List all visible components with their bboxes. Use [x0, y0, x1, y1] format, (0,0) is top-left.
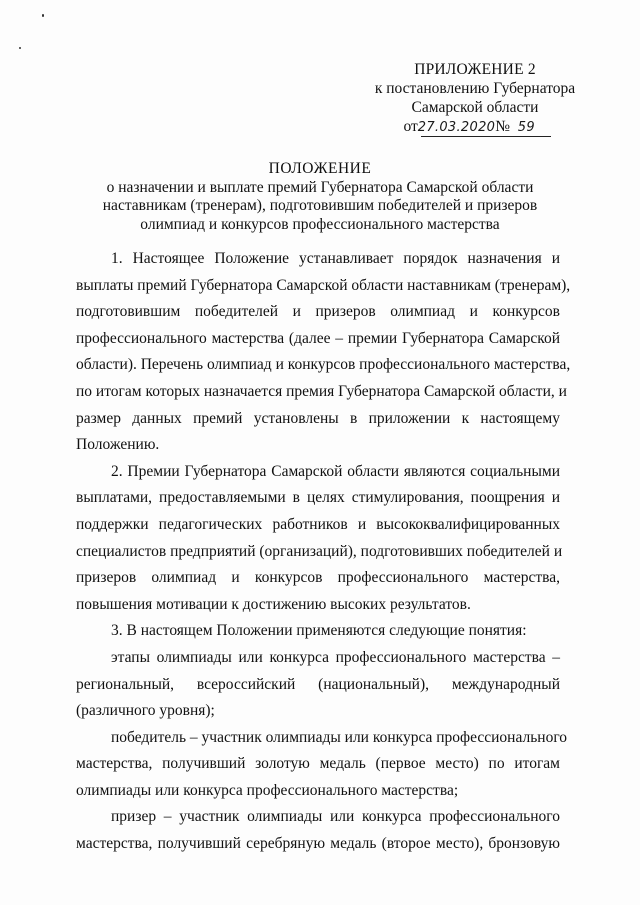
number-label: №: [495, 118, 511, 135]
scan-speck: [42, 14, 44, 17]
document-subtitle-line: наставникам (тренерам), подготовившим победителей и призеров: [102, 197, 538, 214]
body-line: по итогам которых назначается премия Губернатора Самарской области, и: [76, 382, 567, 400]
appendix-date-number-line: [360, 117, 590, 137]
body-line: размер данных премий установлены в приложении к настоящему: [76, 409, 560, 427]
body-line: Положению.: [76, 436, 160, 454]
body-line: призеров олимпиад и конкурсов профессионального мастерства,: [76, 569, 560, 587]
scan-speck: [19, 47, 21, 49]
document-heading: ПОЛОЖЕНИЕ: [268, 160, 372, 177]
body-line: выплатами, предоставляемыми в целях стимулирования, поощрения и: [76, 489, 560, 507]
appendix-region-line: Самарской области: [411, 99, 539, 116]
appendix-title: ПРИЛОЖЕНИЕ 2: [414, 61, 536, 78]
document-subtitle-line: олимпиад и конкурсов профессионального мастерства: [140, 215, 500, 233]
appendix-resolution-line: к постановлению Губернатора: [374, 80, 576, 97]
body-line: 3. В настоящем Положении применяются следующие понятия:: [111, 622, 527, 640]
body-line: победитель – участник олимпиады или конкурса профессионального: [111, 728, 568, 746]
body-line: (различного уровня);: [76, 702, 215, 720]
body-line: повышения мотивации к достижению высоких результатов.: [76, 595, 471, 613]
body-line: этапы олимпиады или конкурса профессионального мастерства –: [111, 648, 560, 666]
body-line: мастерства, получивший золотую медаль (первое место) по итогам: [76, 755, 560, 773]
body-line: олимпиады или конкурса профессионального мастерства;: [76, 781, 459, 799]
body-line: 1. Настоящее Положение устанавливает порядок назначения и: [111, 250, 560, 267]
appendix-header: [360, 60, 590, 137]
document-subtitle-line: о назначении и выплате премий Губернатора Самарской области: [106, 178, 534, 196]
body-line: призер – участник олимпиады или конкурса профессионального: [111, 808, 560, 826]
handwritten-number: 59: [517, 120, 535, 135]
handwritten-date: 27.03.2020: [417, 120, 496, 135]
date-underline: [421, 136, 550, 138]
body-line: поддержки педагогических работников и высококвалифицированных: [76, 515, 560, 533]
body-line: 2. Премии Губернатора Самарской области являются социальными: [111, 462, 560, 480]
body-line: мастерства, получивший серебряную медаль (второе место), бронзовую: [76, 835, 560, 853]
body-line: выплаты премий Губернатора Самарской области наставникам (тренерам),: [76, 276, 571, 294]
document-title-block: [60, 160, 580, 234]
from-label: от: [403, 118, 418, 135]
body-line: области). Перечень олимпиад и конкурсов профессионального мастерства,: [76, 356, 571, 374]
body-line: профессионального мастерства (далее – премии Губернатора Самарской: [76, 329, 560, 347]
body-line: подготовившим победителей и призеров олимпиад и конкурсов: [76, 303, 560, 321]
document-body: [76, 246, 571, 858]
date-number-field: [403, 117, 546, 137]
body-line: специалистов предприятий (организаций), подготовивших победителей и: [76, 542, 563, 560]
body-line: региональный, всероссийский (национальный), международный: [76, 675, 560, 693]
